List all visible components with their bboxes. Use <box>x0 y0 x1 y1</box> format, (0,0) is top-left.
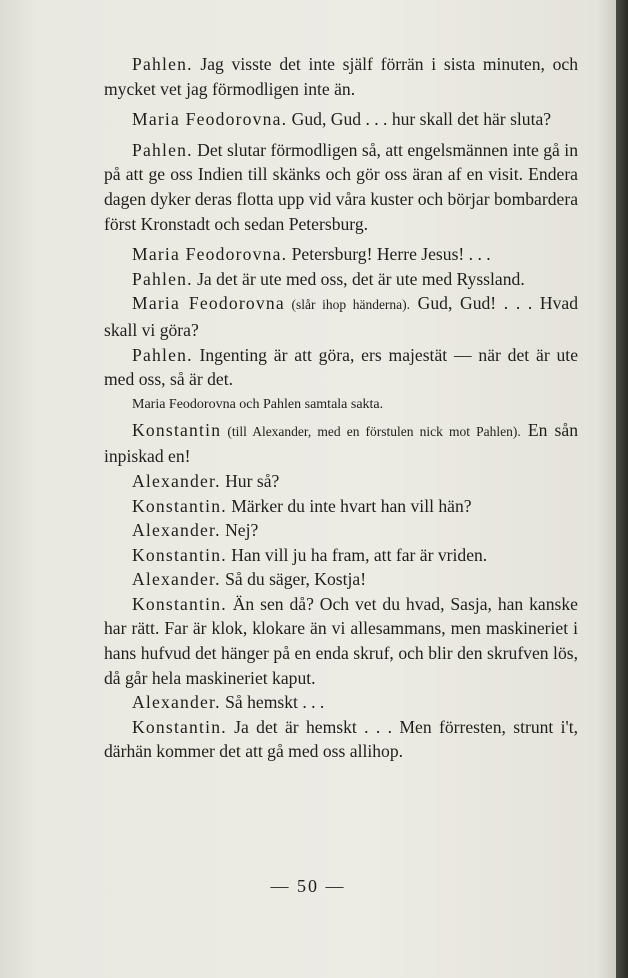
dialogue-line <box>104 343 578 392</box>
line-text: Än sen då? Och vet du hvad, Sasja, han kanske har rätt. Far är klok, klokare än vi allesammans, men maskineriet i hans hufvud det hänger på en enda skruf, och blir den skrufven lös, då går hela maskineriet kaput. <box>104 593 578 688</box>
line-text: Så du säger, Kostja! <box>220 569 367 590</box>
speaker-name: Konstantin. <box>132 495 227 516</box>
speaker-name: Alexander. <box>132 692 221 713</box>
dialogue-line <box>104 138 578 236</box>
dialogue-line <box>104 494 578 519</box>
line-text: Ja det är ute med oss, det är ute med Ryssland. <box>192 268 525 289</box>
line-text: En sån inpiskad en! <box>104 419 578 467</box>
dialogue-line <box>104 715 578 764</box>
dialogue-line <box>104 242 578 267</box>
line-text: Hur så? <box>220 470 280 491</box>
dialogue-line <box>104 291 578 342</box>
line-text: Ja det är hemskt . . . Men förresten, strunt i't, därhän kommer det att gå med oss allihop. <box>104 716 578 762</box>
speaker-name: Maria Feodorovna. <box>132 244 288 265</box>
line-text: Jag visste det inte själf förrän i sista minuten, och mycket vet jag förmodligen inte än. <box>104 54 578 99</box>
page-number: — 50 — <box>270 876 346 896</box>
speaker-name: Pahlen. <box>132 54 193 74</box>
dialogue-line <box>104 543 578 568</box>
speaker-name: Alexander. <box>132 520 221 541</box>
line-text: Han vill ju ha fram, att far är vriden. <box>226 544 488 565</box>
dialogue-text <box>104 52 578 764</box>
dialogue-line <box>104 518 578 543</box>
dialogue-line <box>104 52 578 101</box>
book-edge <box>616 0 628 978</box>
speaker-name: Konstantin. <box>132 544 227 565</box>
speaker-name: Alexander. <box>132 470 221 491</box>
dialogue-line <box>104 267 578 292</box>
stage-direction-line: Maria Feodorovna och Pahlen samtala sakta. <box>132 396 384 412</box>
line-text: Petersburg! Herre Jesus! . . . <box>287 244 491 265</box>
speaker-name: Konstantin. <box>132 716 227 737</box>
dialogue-line <box>104 690 578 715</box>
stage-direction: (slår ihop händerna). <box>284 297 411 313</box>
speaker-name: Pahlen. <box>132 268 193 289</box>
dialogue-line <box>104 107 578 132</box>
dialogue-line <box>104 469 578 494</box>
speaker-name: Pahlen. <box>132 344 193 365</box>
dialogue-line <box>104 592 578 690</box>
dialogue-line <box>104 567 578 592</box>
line-text: Nej? <box>220 520 259 541</box>
line-text: Märker du inte hvart han vill hän? <box>226 495 472 516</box>
stage-direction: (till Alexander, med en förstulen nick mot Pahlen). <box>221 423 521 439</box>
speaker-name: Maria Feodorovna <box>132 293 285 314</box>
speaker-name: Konstantin. <box>132 593 227 614</box>
line-text: Ingenting är att göra, ers majestät — när det är ute med oss, så är det. <box>104 344 578 390</box>
line-text: Så hemskt . . . <box>220 692 325 713</box>
speaker-name: Maria Feodorovna. <box>132 109 288 130</box>
line-text: Det slutar förmodligen så, att engelsmännen inte gå in på att ge oss Indien till skänks och gör oss äran af en visit. Endera dagen dyker deras flotta upp vid våra kuster och börjar bombardera först Kronstadt och sedan Petersburg. <box>104 139 578 234</box>
speaker-name: Konstantin <box>132 419 222 440</box>
speaker-name: Pahlen. <box>132 139 193 160</box>
dialogue-line <box>104 418 578 469</box>
line-text: Gud, Gud . . . hur skall det här sluta? <box>287 109 552 130</box>
speaker-name: Alexander. <box>132 569 221 590</box>
line-text: Gud, Gud! . . . Hvad skall vi göra? <box>104 293 578 340</box>
